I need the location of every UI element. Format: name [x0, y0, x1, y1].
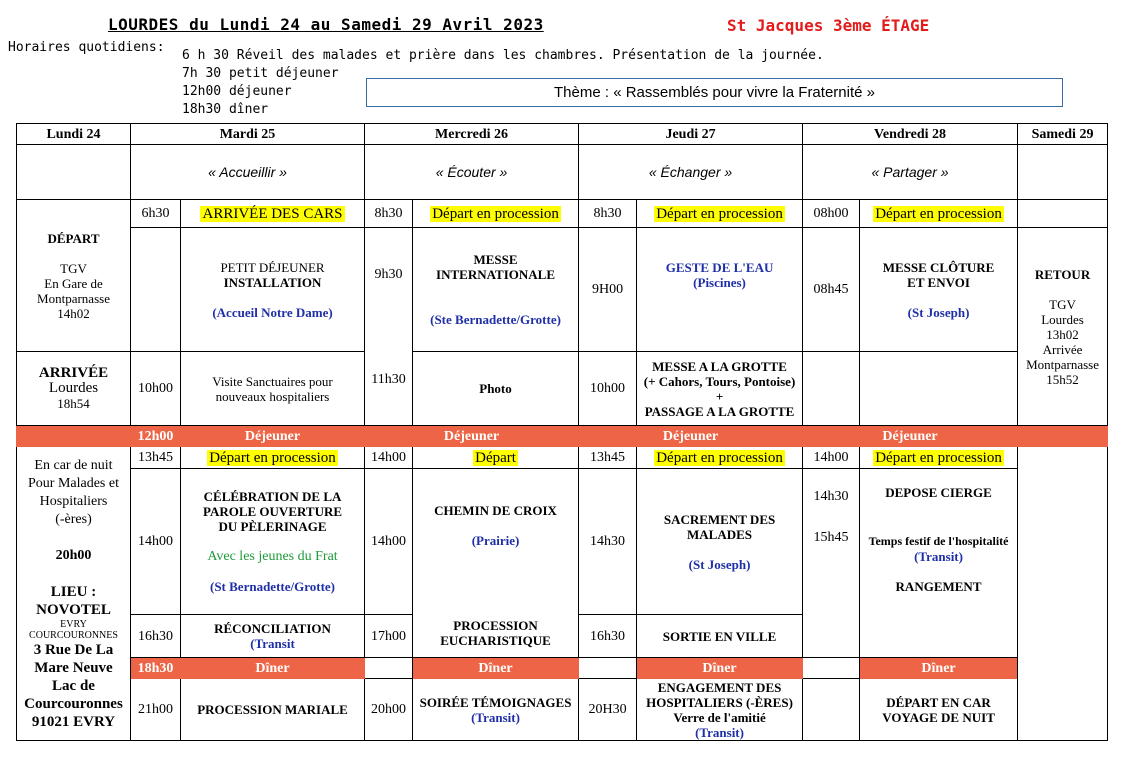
empty-cell: [1018, 447, 1108, 741]
time-cell: 10h00: [131, 352, 181, 426]
return-line: Montparnasse: [1026, 356, 1099, 372]
activity-line: HOSPITALIERS (-ÈRES): [646, 694, 793, 710]
activity-place: (Accueil Notre Dame): [212, 304, 333, 320]
theme-text: Thème : « Rassemblés pour vivre la Fraternité »: [554, 84, 875, 101]
activity-line: SOIRÉE TÉMOIGNAGES: [419, 694, 572, 710]
time-cell: 21h00: [131, 679, 181, 741]
meal-label: Déjeuner: [181, 426, 365, 447]
activity-cell: [413, 469, 579, 658]
page-title: LOURDES du Lundi 24 au Samedi 29 Avril 2023: [108, 15, 544, 34]
activity-cell: PROCESSION MARIALE: [181, 679, 365, 741]
activity-line: MESSE A LA GROTTE: [652, 358, 787, 374]
activity-cell: [637, 469, 803, 615]
activity-cell: [860, 228, 1018, 352]
time-cell: 20H30: [579, 679, 637, 741]
day-theme: « Accueillir »: [131, 145, 365, 200]
return-line: TGV: [1049, 296, 1076, 312]
empty-cell: [17, 145, 131, 200]
time-cell: 13h45: [131, 447, 181, 469]
theme-row: [17, 145, 1108, 200]
highlight: Départ: [475, 449, 516, 466]
activity-line: INSTALLATION: [223, 274, 322, 290]
activity-cell: [637, 200, 803, 228]
activity-place: (Piscines): [693, 274, 746, 290]
activity-line: DÉPART EN CAR: [886, 694, 991, 710]
meal-label: Dîner: [413, 658, 579, 679]
activity-cell: [181, 447, 365, 469]
highlight: Départ en procession: [875, 205, 1002, 222]
activity-note: Avec les jeunes du Frat: [207, 549, 338, 564]
time-line: 11h30: [371, 371, 406, 387]
activity-cell: [181, 200, 365, 228]
activity-line: DU PÈLERINAGE: [218, 519, 327, 534]
meal-cell: [1018, 426, 1108, 447]
depart-title: DÉPART: [47, 230, 100, 246]
activity-place: (Transit): [471, 709, 520, 725]
time-cell: 8h30: [365, 200, 413, 228]
activity-line: ET ENVOI: [907, 274, 970, 290]
activity-cell: [860, 469, 1018, 658]
empty-cell: [1018, 200, 1108, 228]
return-line: Lourdes: [1041, 311, 1084, 327]
lieu-title: LIEU :: [50, 583, 97, 600]
depart-line: 14h02: [57, 305, 90, 321]
day-header: Vendredi 28: [803, 124, 1018, 145]
lieu-name: NOVOTEL: [36, 601, 111, 618]
time-line: 15h45: [813, 530, 849, 545]
activity-line: PAROLE OUVERTURE: [202, 504, 343, 519]
time-cell: 16h30: [131, 615, 181, 658]
time-cell: [803, 469, 860, 658]
time-cell: 20h00: [365, 679, 413, 741]
time-cell: 14h00: [365, 469, 413, 615]
day-header: Mercredi 26: [365, 124, 579, 145]
activity-line: PETIT DÉJEUNER: [220, 259, 325, 275]
empty-cell: [1018, 145, 1108, 200]
meal-cell: [17, 426, 131, 447]
activity-line: SACREMENT DES: [663, 511, 776, 527]
depart-details: [19, 261, 128, 321]
lieu-address: 3 Rue De La: [33, 641, 114, 658]
activity-line: CHEMIN DE CROIX: [434, 503, 557, 518]
activity-cell: [181, 352, 365, 426]
highlight: Départ en procession: [875, 449, 1002, 466]
activity-line: CÉLÉBRATION DE LA: [203, 489, 342, 504]
activity-place: (Transit): [914, 549, 963, 564]
program-table: [16, 123, 1108, 741]
return-line: Arrivée: [1042, 341, 1083, 357]
activity-place: (Transit): [695, 724, 744, 740]
depart-line: Montparnasse: [37, 290, 110, 306]
schedule-line: 18h30 dîner: [182, 102, 269, 117]
day-theme: « Échanger »: [579, 145, 803, 200]
meal-time: 18h30: [131, 658, 181, 679]
highlight: Départ en procession: [656, 449, 783, 466]
schedule-label: Horaires quotidiens:: [8, 40, 165, 55]
activity-line: DEPOSE CIERGE: [885, 485, 992, 500]
activity-place: (St Joseph): [907, 304, 970, 320]
return-line: 13h02: [1046, 326, 1079, 342]
highlight: ARRIVÉE DES CARS: [202, 205, 343, 222]
lieu-address: Lac de: [52, 677, 95, 694]
day-header: Lundi 24: [17, 124, 131, 145]
activity-line: MESSE CLÔTURE: [882, 259, 995, 275]
activity-line: Temps festif de l'hospitalité: [868, 534, 1009, 548]
monday-arrival: [17, 352, 131, 426]
time-cell: [365, 228, 413, 426]
activity-line: +: [715, 388, 724, 404]
activity-cell: [637, 679, 803, 741]
activity-line: RANGEMENT: [895, 579, 982, 594]
activity-line: nouveaux hospitaliers: [215, 388, 330, 404]
depart-line: En Gare de: [44, 275, 103, 291]
activity-cell: [637, 447, 803, 469]
night-line: (-ères): [55, 511, 92, 527]
activity-cell: [860, 679, 1018, 741]
activity-cell: [413, 228, 579, 352]
time-cell: 9H00: [579, 228, 637, 352]
day-header: Mardi 25: [131, 124, 365, 145]
time-cell: 14h00: [803, 447, 860, 469]
time-cell: 14h00: [365, 447, 413, 469]
time-cell: 13h45: [579, 447, 637, 469]
meal-cell: [579, 658, 637, 679]
activity-cell: [181, 615, 365, 658]
activity-cell: [860, 200, 1018, 228]
activity-line: MESSE: [473, 252, 518, 267]
lieu-line: COURCOURONNES: [29, 629, 118, 641]
highlight: Départ en procession: [656, 205, 783, 222]
activity-line: VOYAGE DE NUIT: [882, 709, 995, 725]
meal-label: Dîner: [181, 658, 365, 679]
meal-label: Déjeuner: [803, 426, 1018, 447]
time-cell: [803, 352, 860, 426]
activity-cell: [181, 228, 365, 352]
time-cell: 16h30: [579, 615, 637, 658]
saturday-return: [1018, 228, 1108, 426]
time-cell: 6h30: [131, 200, 181, 228]
lieu-line: EVRY: [60, 618, 87, 630]
activity-cell: [181, 469, 365, 615]
activity-line: MALADES: [687, 526, 753, 542]
activity-line: (+ Cahors, Tours, Pontoise): [643, 373, 796, 389]
arrival-time: 18h54: [57, 396, 90, 411]
floor-label: St Jacques 3ème ÉTAGE: [727, 16, 930, 35]
return-line: 15h52: [1046, 371, 1079, 387]
day-theme: « Écouter »: [365, 145, 579, 200]
activity-line: ENGAGEMENT DES: [657, 679, 782, 695]
meal-label: Dîner: [860, 658, 1018, 679]
meal-cell: [365, 658, 413, 679]
day-theme: « Partager »: [803, 145, 1018, 200]
activity-place: (Transit: [250, 636, 295, 651]
activity-line: Visite Sanctuaires pour: [212, 373, 333, 389]
activity-line: PASSAGE A LA GROTTE: [644, 403, 795, 419]
activity-place: (St Bernadette/Grotte): [209, 579, 336, 594]
meal-label: Déjeuner: [365, 426, 579, 447]
depart-line: TGV: [60, 260, 87, 276]
time-line: 14h30: [813, 489, 849, 504]
time-cell: 08h45: [803, 228, 860, 352]
time-cell: 08h00: [803, 200, 860, 228]
activity-cell: [860, 352, 1018, 426]
time-line: 9h30: [374, 266, 403, 282]
meal-time: 12h00: [131, 426, 181, 447]
activity-line: PROCESSION: [453, 618, 538, 633]
activity-cell: [860, 447, 1018, 469]
time-cell: [131, 228, 181, 352]
activity-cell: Photo: [413, 352, 579, 426]
activity-cell: [413, 679, 579, 741]
highlight: Départ en procession: [209, 449, 336, 466]
time-cell: 17h00: [365, 615, 413, 658]
activity-cell: [413, 200, 579, 228]
night-time: 20h00: [55, 547, 92, 563]
schedule-line: 7h 30 petit déjeuner: [182, 66, 339, 81]
activity-place: (Prairie): [471, 533, 520, 548]
meal-label: Dîner: [637, 658, 803, 679]
activity-cell: SORTIE EN VILLE: [637, 615, 803, 658]
day-header: Samedi 29: [1018, 124, 1108, 145]
time-cell: [803, 679, 860, 741]
night-line: Pour Malades et: [28, 475, 119, 491]
arrival-place: Lourdes: [48, 380, 99, 396]
theme-box: [366, 78, 1063, 107]
lieu-address: Mare Neuve: [34, 659, 113, 676]
monday-departure: [17, 200, 131, 352]
activity-place: (St Joseph): [688, 556, 751, 572]
activity-line: GESTE DE L'EAU: [665, 259, 774, 275]
arrival-title: ARRIVÉE: [38, 365, 109, 381]
activity-line: EUCHARISTIQUE: [440, 633, 551, 648]
activity-cell: [637, 228, 803, 352]
monday-night-travel: [17, 447, 131, 741]
meal-label: Déjeuner: [579, 426, 803, 447]
activity-line: RÉCONCILIATION: [214, 621, 331, 636]
lieu-address: 91021 EVRY: [31, 713, 116, 730]
lunch-row: [17, 426, 1108, 447]
activity-line: Verre de l'amitié: [673, 709, 766, 725]
schedule-line: 6 h 30 Réveil des malades et prière dans les chambres. Présentation de la journée.: [182, 48, 824, 63]
day-header-row: [17, 124, 1108, 145]
lieu-address: Courcouronnes: [24, 695, 123, 712]
activity-cell: [413, 447, 579, 469]
schedule-line: 12h00 déjeuner: [182, 84, 292, 99]
time-cell: 14h30: [579, 469, 637, 615]
activity-line: INTERNATIONALE: [436, 267, 555, 282]
activity-cell: [637, 352, 803, 426]
return-title: RETOUR: [1034, 266, 1091, 282]
night-line: Hospitaliers: [39, 493, 108, 509]
day-header: Jeudi 27: [579, 124, 803, 145]
night-line: En car de nuit: [34, 457, 113, 473]
meal-cell: [803, 658, 860, 679]
highlight: Départ en procession: [432, 205, 559, 222]
time-cell: 14h00: [131, 469, 181, 615]
dinner-row: [17, 658, 1108, 679]
time-cell: 10h00: [579, 352, 637, 426]
time-cell: 8h30: [579, 200, 637, 228]
activity-place: (Ste Bernadette/Grotte): [430, 312, 561, 327]
